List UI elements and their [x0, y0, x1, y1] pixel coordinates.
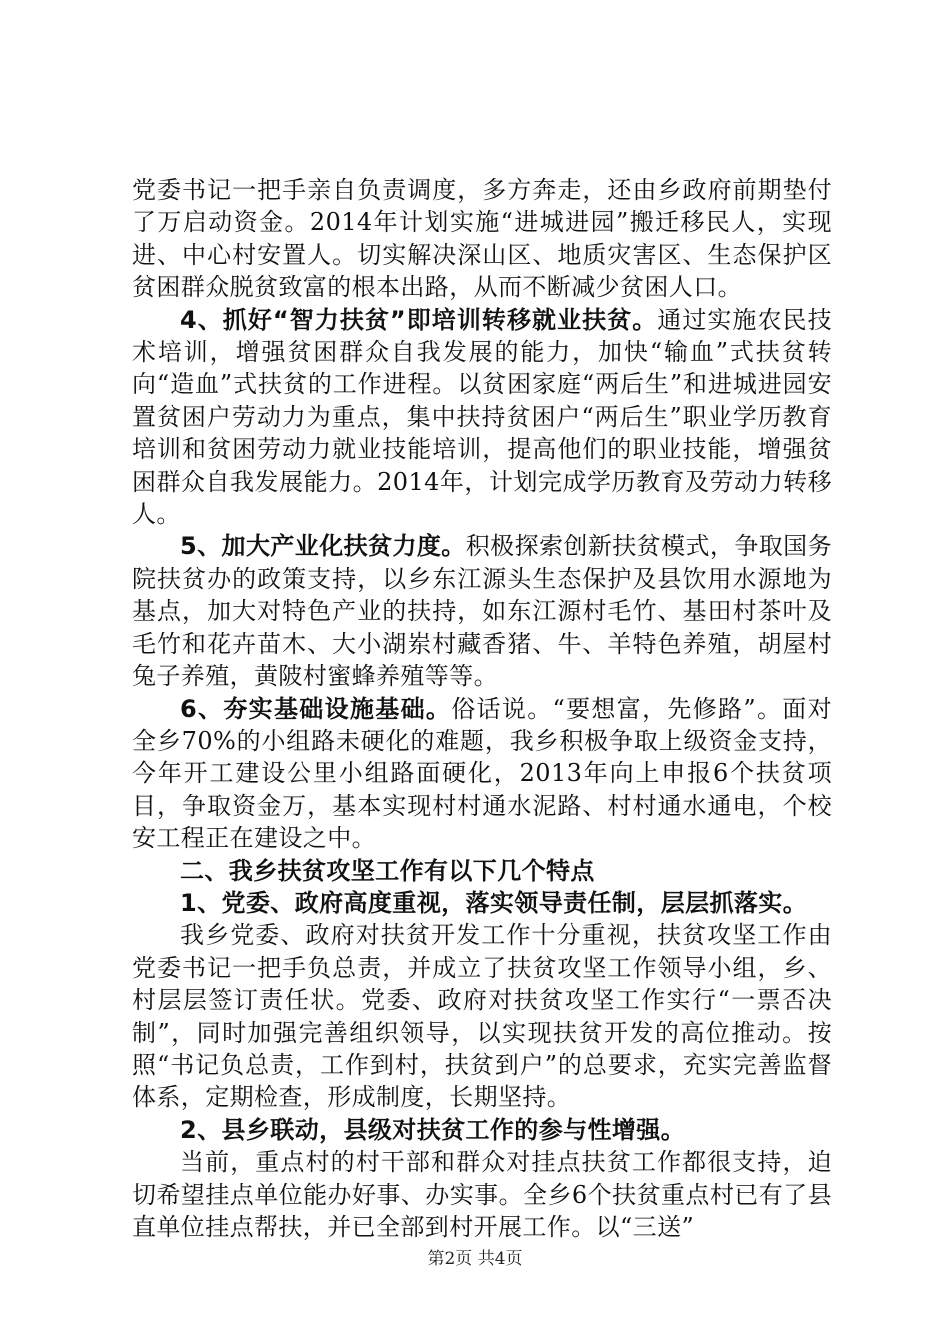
subsection-1-text: 我乡党委、政府对扶贫开发工作十分重视，扶贫攻坚工作由党委书记一把手负总责，并成立了扶贫攻坚工作领导小组，乡、村层层签订责任状。党委、政府对扶贫攻坚工作实行“一票否决制”，同时加强完善组织领导，以实现扶贫开发的高位推动。按照“书记负总责，工作到村，扶贫到户”的总要求，充实完善监督体系，定期检查，形成制度，长期坚持。	[132, 921, 832, 1112]
subheading-1-text: 1、党委、政府高度重视，落实领导责任制，层层抓落实。	[180, 888, 808, 917]
item-5-heading: 5、加大产业化扶贫力度。	[180, 532, 466, 561]
item-5-text: 积极探索创新扶贫模式，争取国务院扶贫办的政策支持，以乡东江源头生态保护及县饮用水源地为基点，加大对特色产业的扶持，如东江源村毛竹、基田村茶叶及毛竹和花卉苗木、大小湖岽村藏香猪、牛、羊特色养殖，胡屋村兔子养殖，黄陂村蜜蜂养殖等等。	[132, 532, 833, 691]
item-4-heading: 4、抓好“智力扶贫”即培训转移就业扶贫。	[180, 305, 658, 334]
section-heading-text: 二、我乡扶贫攻坚工作有以下几个特点	[180, 856, 595, 885]
subheading-2	[132, 1114, 832, 1146]
subheading-1	[132, 887, 832, 919]
paragraph-subsection-2	[132, 1146, 832, 1243]
paragraph-subsection-1	[132, 919, 832, 1113]
item-4-text: 通过实施农民技术培训，增强贫困群众自我发展的能力，加快“输血”式扶贫转向“造血”式扶贫的工作进程。以贫困家庭“两后生”和进城进园安置贫困户劳动力为重点，集中扶持贫困户“两后生”职业学历教育培训和贫困劳动力就业技能培训，提高他们的职业技能，增强贫困群众自我发展能力。2014年，计划完成学历教育及劳动力转移人。	[132, 305, 832, 529]
item-6-heading: 6、夯实基础设施基础。	[180, 694, 452, 723]
paragraph-item-5	[132, 530, 832, 692]
body-text	[132, 174, 832, 1243]
paragraph-continuation	[132, 174, 832, 304]
section-heading-2	[132, 855, 832, 887]
paragraph-text: 党委书记一把手亲自负责调度，多方奔走，还由乡政府前期垫付了万启动资金。2014年计划实施“进城进园”搬迁移民人，实现进、中心村安置人。切实解决深山区、地质灾害区、生态保护区贫困群众脱贫致富的根本出路，从而不断减少贫困人口。	[132, 176, 832, 302]
page-number-footer: 第2页 共4页	[427, 1249, 523, 1269]
item-6-text: 俗话说。“要想富，先修路”。面对全乡70%的小组路未硬化的难题，我乡积极争取上级资金支持，今年开工建设公里小组路面硬化，2013年向上申报6个扶贫项目，争取资金万，基本实现村村通水泥路、村村通水通电，个校安工程正在建设之中。	[132, 694, 832, 853]
paragraph-item-6	[132, 693, 832, 855]
subsection-2-text: 当前，重点村的村干部和群众对挂点扶贫工作都很支持，迫切希望挂点单位能办好事、办实事。全乡6个扶贫重点村已有了县直单位挂点帮扶，并已全部到村开展工作。以“三送”	[132, 1148, 832, 1241]
subheading-2-text: 2、县乡联动，县级对扶贫工作的参与性增强。	[180, 1115, 686, 1144]
paragraph-item-4	[132, 304, 832, 531]
